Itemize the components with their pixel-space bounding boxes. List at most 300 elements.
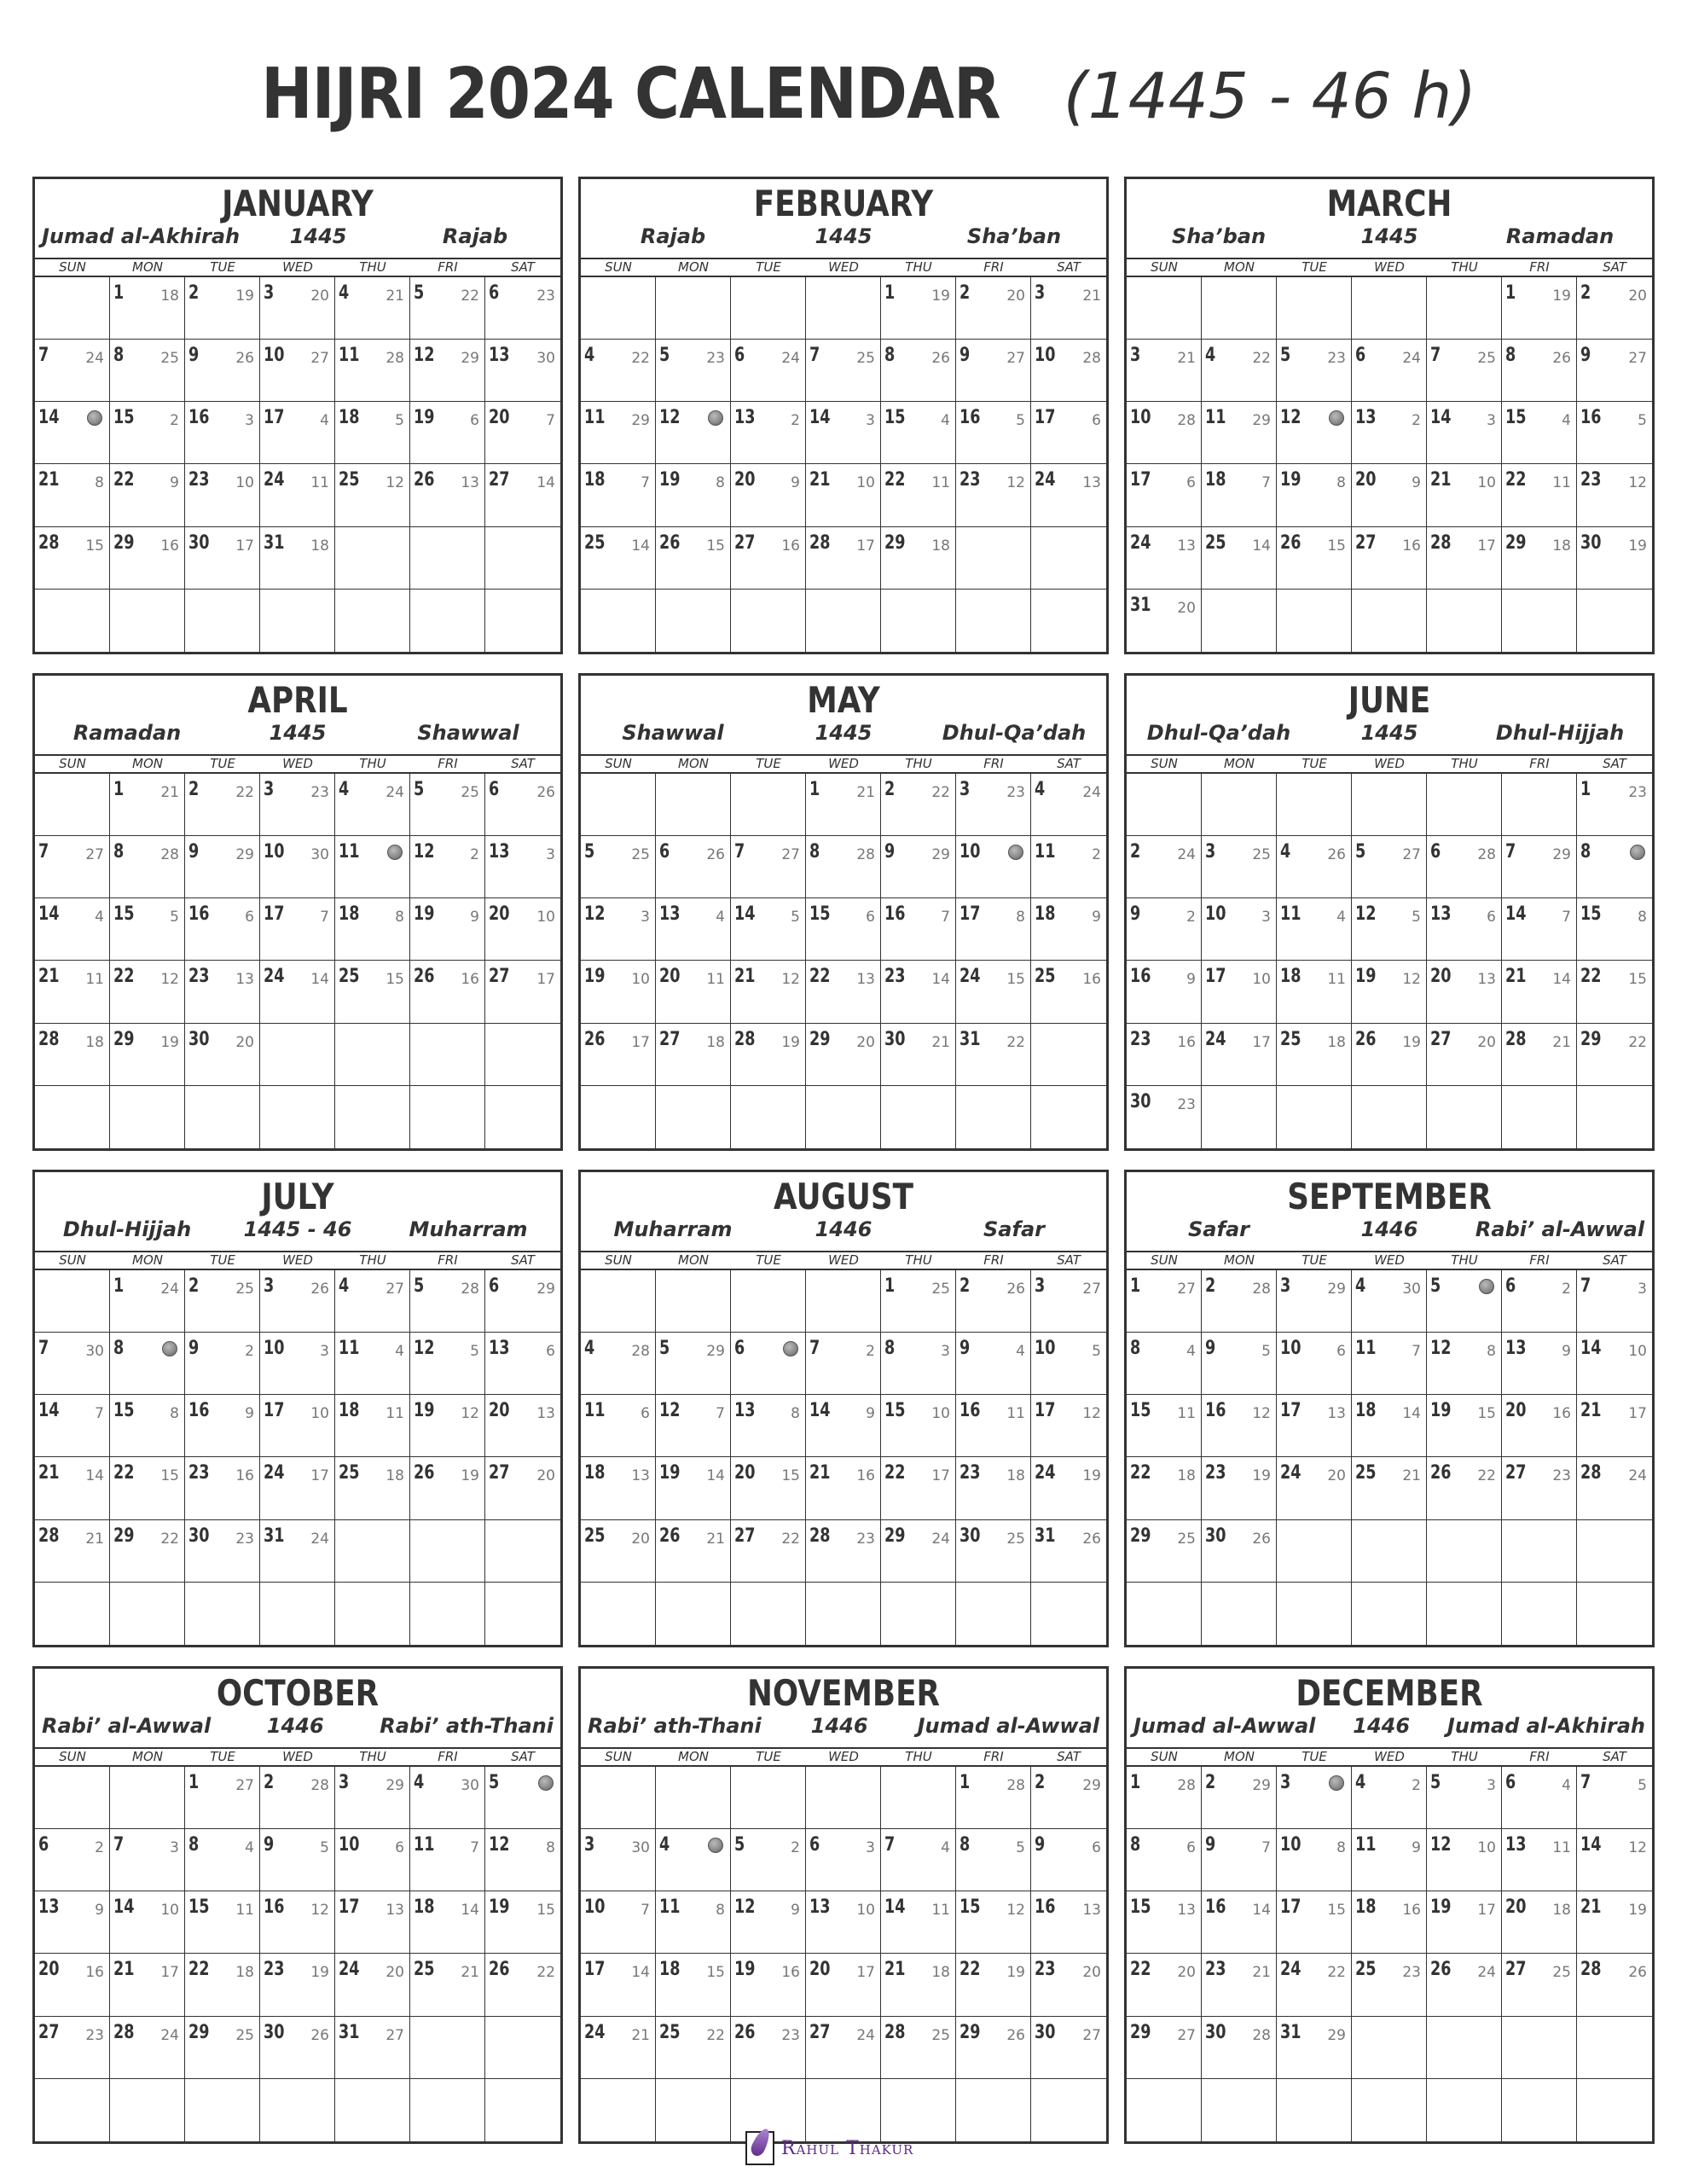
gregorian-day: 6	[1430, 841, 1441, 863]
hijri-day: 22	[461, 288, 479, 305]
hijri-day: 18	[235, 1964, 254, 1982]
gregorian-day: 10	[264, 345, 285, 367]
weekday-label: WED	[828, 756, 859, 771]
gregorian-day: 16	[884, 903, 906, 926]
day-cell	[1277, 1024, 1352, 1086]
day-cell	[1577, 1395, 1652, 1457]
day-cell	[260, 774, 335, 836]
day-grid	[581, 774, 1106, 1148]
day-cell	[1352, 402, 1427, 464]
gregorian-day: 25	[339, 1462, 360, 1484]
day-cell	[1577, 898, 1652, 961]
gregorian-day: 13	[489, 1338, 510, 1360]
day-cell	[881, 961, 956, 1023]
hijri-day: 24	[386, 784, 404, 801]
gregorian-day: 13	[38, 1896, 60, 1919]
hijri-day: 29	[1327, 1281, 1346, 1298]
hijri-day: 26	[1006, 2026, 1025, 2044]
gregorian-day: 13	[1355, 407, 1377, 429]
gregorian-day: 23	[188, 1462, 210, 1484]
day-cell	[881, 1086, 956, 1148]
day-cell	[1577, 1457, 1652, 1519]
day-cell	[410, 1829, 485, 1891]
gregorian-day: 23	[1205, 1462, 1226, 1484]
day-cell	[1427, 1583, 1502, 1645]
gregorian-day: 15	[113, 903, 135, 926]
day-cell	[1202, 1333, 1277, 1395]
gregorian-day: 6	[659, 841, 670, 863]
day-cell	[485, 1270, 560, 1333]
hijri-day: 7	[641, 474, 650, 492]
day-cell	[656, 1086, 731, 1148]
day-cell	[110, 836, 185, 898]
hijri-day: 14	[1252, 1902, 1271, 1920]
hijri-day: 8	[395, 909, 404, 926]
hijri-day: 21	[1402, 1467, 1421, 1485]
hijri-day: 12	[310, 1902, 329, 1920]
hijri-end-month: Rabi’ ath-Thani	[380, 1714, 554, 1738]
gregorian-day: 21	[38, 966, 60, 988]
day-cell	[1031, 277, 1106, 340]
hijri-day: 5	[1016, 412, 1025, 430]
day-cell	[1202, 1767, 1277, 1829]
hijri-day: 29	[536, 1281, 555, 1298]
weekday-label: FRI	[1529, 756, 1550, 771]
gregorian-day: 4	[584, 345, 595, 367]
day-cell	[881, 527, 956, 590]
day-cell	[731, 1024, 806, 1086]
gregorian-day: 31	[1130, 594, 1151, 616]
hijri-day: 7	[1412, 1343, 1421, 1361]
hijri-day: 6	[1092, 412, 1101, 430]
day-cell	[1502, 1954, 1577, 2016]
hijri-day: 12	[386, 474, 404, 492]
brand-name: Rahul Thakur	[781, 2137, 914, 2159]
hijri-start-month: Jumad al-Awwal	[1133, 1714, 1316, 1738]
day-cell	[35, 1457, 110, 1519]
hijri-day: 5	[1016, 1839, 1025, 1857]
hijri-day: 11	[1552, 474, 1571, 492]
gregorian-day: 21	[884, 1959, 906, 1981]
hijri-month-range	[588, 224, 1099, 249]
hijri-day: 23	[536, 288, 555, 305]
gregorian-day: 3	[1035, 282, 1046, 304]
day-cell	[1031, 340, 1106, 402]
gregorian-day: 5	[414, 282, 425, 304]
hijri-day: 15	[386, 971, 404, 989]
hijri-day: 9	[1412, 474, 1421, 492]
hijri-day: 25	[1552, 1964, 1571, 1982]
month-panel-july	[32, 1170, 563, 1647]
day-cell	[656, 1829, 731, 1891]
gregorian-day: 23	[1130, 1028, 1151, 1050]
day-cell	[1127, 340, 1202, 402]
hijri-day: 28	[1477, 846, 1496, 864]
gregorian-day: 14	[809, 1400, 831, 1422]
gregorian-day: 18	[1355, 1400, 1377, 1422]
day-cell	[35, 2079, 110, 2141]
hijri-day: 30	[536, 350, 555, 368]
hijri-day: 7	[941, 909, 950, 926]
weekday-label: TUE	[210, 756, 235, 771]
day-cell	[35, 464, 110, 526]
gregorian-day: 11	[1035, 841, 1056, 863]
hijri-day: 16	[1552, 1405, 1571, 1423]
day-cell	[956, 1583, 1031, 1645]
hijri-end-month: Safar	[983, 1217, 1045, 1241]
weekday-header	[1127, 258, 1652, 277]
hijri-day: 18	[160, 288, 179, 305]
gregorian-day: 18	[1035, 903, 1056, 926]
weekday-label: SUN	[1151, 1252, 1178, 1268]
day-cell	[1427, 898, 1502, 961]
day-grid	[581, 1767, 1106, 2141]
weekday-label: THU	[1451, 1252, 1478, 1268]
hijri-day: 18	[1177, 1467, 1196, 1485]
feather-logo-icon	[745, 2131, 774, 2165]
gregorian-day: 15	[1130, 1896, 1151, 1919]
gregorian-day: 13	[1505, 1834, 1527, 1856]
weekday-header	[35, 258, 560, 277]
day-cell	[581, 2017, 656, 2079]
hijri-day: 26	[1006, 1281, 1025, 1298]
gregorian-day: 27	[734, 1525, 756, 1547]
hijri-day: 25	[1477, 350, 1496, 368]
day-cell	[35, 1954, 110, 2016]
hijri-day: 3	[1261, 909, 1271, 926]
hijri-day: 5	[1261, 1343, 1271, 1361]
gregorian-day: 11	[339, 1338, 360, 1360]
day-cell	[1352, 1395, 1427, 1457]
month-panel-april	[32, 673, 563, 1151]
gregorian-day: 3	[264, 1275, 275, 1297]
day-cell	[410, 1520, 485, 1583]
gregorian-day: 8	[809, 841, 820, 863]
day-cell	[1427, 1457, 1502, 1519]
day-cell	[806, 1086, 881, 1148]
day-cell	[656, 590, 731, 652]
day-cell	[35, 1086, 110, 1148]
hijri-day: 13	[461, 474, 479, 492]
day-cell	[806, 1333, 881, 1395]
day-cell	[335, 590, 410, 652]
day-cell	[731, 898, 806, 961]
gregorian-day: 29	[1580, 1028, 1602, 1050]
gregorian-day: 8	[113, 345, 125, 367]
day-cell	[335, 527, 410, 590]
day-cell	[185, 527, 260, 590]
hijri-month-range	[42, 720, 554, 746]
hijri-day: 19	[1252, 1467, 1271, 1485]
day-cell	[1031, 1767, 1106, 1829]
gregorian-day: 27	[489, 966, 510, 988]
hijri-start-month: Jumad al-Akhirah	[42, 224, 241, 248]
day-cell	[35, 1270, 110, 1333]
hijri-day: 27	[1177, 1281, 1196, 1298]
hijri-end-month: Rabi’ al-Awwal	[1475, 1217, 1645, 1241]
day-cell	[410, 1891, 485, 1954]
day-cell	[1352, 1457, 1427, 1519]
hijri-day: 20	[1327, 1467, 1346, 1485]
day-cell	[581, 961, 656, 1023]
day-cell	[1127, 1457, 1202, 1519]
day-cell	[731, 590, 806, 652]
gregorian-day: 19	[414, 903, 435, 926]
hijri-end-month: Ramadan	[1505, 224, 1615, 248]
hijri-day: 21	[631, 2026, 650, 2044]
hijri-day: 19	[1082, 1467, 1101, 1485]
hijri-day: 20	[1177, 599, 1196, 617]
gregorian-day: 23	[884, 966, 906, 988]
hijri-day: 16	[461, 971, 479, 989]
weekday-label: SUN	[1151, 1749, 1178, 1764]
hijri-day: 9	[866, 1405, 875, 1423]
day-cell	[1502, 1457, 1577, 1519]
gregorian-day: 27	[809, 2021, 831, 2043]
day-cell	[185, 464, 260, 526]
day-cell	[1502, 1520, 1577, 1583]
hijri-day: 3	[546, 846, 555, 864]
hijri-day: 8	[1016, 909, 1025, 926]
hijri-day: 9	[1092, 909, 1101, 926]
day-cell	[185, 1767, 260, 1829]
gregorian-day: 22	[1130, 1462, 1151, 1484]
day-cell	[1202, 1583, 1277, 1645]
day-cell	[185, 1270, 260, 1333]
day-cell	[35, 898, 110, 961]
hijri-day: 11	[310, 474, 329, 492]
day-cell	[881, 1024, 956, 1086]
weekday-label: THU	[359, 1749, 386, 1764]
hijri-day: 13	[856, 971, 875, 989]
day-cell	[1277, 277, 1352, 340]
day-cell	[1352, 277, 1427, 340]
hijri-day: 9	[1562, 1343, 1571, 1361]
hijri-day: 27	[1177, 2026, 1196, 2044]
day-cell	[1127, 527, 1202, 590]
gregorian-day: 14	[1505, 903, 1527, 926]
day-cell	[410, 836, 485, 898]
hijri-day: 17	[1252, 1033, 1271, 1051]
day-cell	[1427, 1024, 1502, 1086]
hijri-day: 16	[85, 1964, 104, 1982]
hijri-day: 14	[631, 537, 650, 555]
hijri-day: 20	[1628, 288, 1647, 305]
day-cell	[1502, 1270, 1577, 1333]
day-cell	[881, 1767, 956, 1829]
day-cell	[260, 1767, 335, 1829]
gregorian-day: 7	[1580, 1275, 1591, 1297]
gregorian-day: 29	[1130, 2021, 1151, 2043]
gregorian-day: 28	[38, 1525, 60, 1547]
day-cell	[806, 527, 881, 590]
day-cell	[956, 1333, 1031, 1395]
gregorian-day: 21	[734, 966, 756, 988]
hijri-day: 2	[170, 412, 179, 430]
day-cell	[656, 1767, 731, 1829]
day-cell	[1352, 1086, 1427, 1148]
gregorian-day: 4	[1355, 1772, 1366, 1793]
day-cell	[1502, 402, 1577, 464]
hijri-day: 22	[235, 784, 254, 801]
gregorian-day: 3	[1205, 841, 1216, 863]
gregorian-day: 2	[264, 1772, 275, 1793]
day-cell	[1577, 1024, 1652, 1086]
hijri-day: 18	[931, 537, 950, 555]
day-cell	[881, 1457, 956, 1519]
gregorian-day: 15	[809, 903, 831, 926]
hijri-day: 14	[631, 1964, 650, 1982]
day-cell	[656, 898, 731, 961]
day-cell	[485, 1520, 560, 1583]
day-cell	[581, 402, 656, 464]
day-cell	[581, 1457, 656, 1519]
day-cell	[581, 1395, 656, 1457]
gregorian-day: 7	[884, 1834, 896, 1856]
gregorian-day: 19	[1355, 966, 1377, 988]
weekday-label: WED	[1374, 1252, 1405, 1268]
day-cell	[806, 402, 881, 464]
hijri-day: 19	[1006, 1964, 1025, 1982]
gregorian-day: 7	[38, 345, 49, 367]
hijri-day: 21	[85, 1530, 104, 1548]
hijri-day: 24	[1177, 846, 1196, 864]
gregorian-day: 29	[809, 1028, 831, 1050]
gregorian-day: 2	[1035, 1772, 1046, 1793]
hijri-day: 26	[310, 2026, 329, 2044]
hijri-day: 16	[781, 1964, 800, 1982]
gregorian-day: 10	[584, 1896, 606, 1919]
gregorian-day: 18	[1280, 966, 1301, 988]
hijri-day: 4	[1186, 1343, 1196, 1361]
gregorian-day: 18	[1205, 469, 1226, 491]
day-cell	[1427, 340, 1502, 402]
hijri-day: 20	[536, 1467, 555, 1485]
gregorian-day: 20	[1355, 469, 1377, 491]
day-cell	[1127, 1767, 1202, 1829]
day-cell	[260, 898, 335, 961]
day-cell	[656, 1954, 731, 2016]
hijri-day: 22	[1252, 350, 1271, 368]
hijri-day: 12	[1402, 971, 1421, 989]
day-cell	[881, 1829, 956, 1891]
hijri-day: 10	[856, 474, 875, 492]
day-cell	[1427, 1891, 1502, 1954]
gregorian-day: 29	[884, 531, 906, 554]
hijri-day: 27	[386, 1281, 404, 1298]
gregorian-day: 7	[734, 841, 745, 863]
hijri-day: 19	[1552, 288, 1571, 305]
day-cell	[185, 1954, 260, 2016]
hijri-day: 22	[781, 1530, 800, 1548]
gregorian-day: 1	[1580, 779, 1591, 800]
day-cell	[110, 277, 185, 340]
day-cell	[581, 1520, 656, 1583]
day-cell	[335, 1829, 410, 1891]
gregorian-day: 10	[1205, 903, 1226, 926]
day-cell	[1577, 1767, 1652, 1829]
hijri-day: 15	[781, 1467, 800, 1485]
day-cell	[731, 961, 806, 1023]
day-cell	[1277, 2079, 1352, 2141]
day-cell	[485, 1891, 560, 1954]
day-cell	[806, 898, 881, 961]
hijri-day: 27	[235, 1777, 254, 1794]
day-cell	[806, 1395, 881, 1457]
gregorian-day: 25	[339, 469, 360, 491]
day-cell	[335, 277, 410, 340]
hijri-day: 19	[1402, 1033, 1421, 1051]
hijri-day: 4	[941, 1839, 950, 1857]
day-cell	[1277, 898, 1352, 961]
hijri-day: 3	[245, 412, 254, 430]
day-cell	[1277, 1457, 1352, 1519]
hijri-day: 28	[631, 1343, 650, 1361]
day-cell	[485, 2017, 560, 2079]
day-cell	[410, 527, 485, 590]
hijri-day: 29	[386, 1777, 404, 1794]
gregorian-day: 27	[659, 1028, 681, 1050]
hijri-day: 6	[1336, 1343, 1346, 1361]
day-cell	[260, 2079, 335, 2141]
day-cell	[1031, 590, 1106, 652]
day-cell	[956, 1954, 1031, 2016]
gregorian-day: 10	[959, 841, 981, 863]
hijri-day: 20	[310, 288, 329, 305]
hijri-day: 3	[1487, 1777, 1496, 1794]
day-cell	[1031, 1270, 1106, 1333]
day-cell	[656, 961, 731, 1023]
gregorian-day: 9	[1130, 903, 1141, 926]
day-cell	[110, 1270, 185, 1333]
gregorian-day: 1	[113, 282, 125, 304]
day-cell	[581, 1086, 656, 1148]
day-cell	[335, 1520, 410, 1583]
hijri-day: 22	[1477, 1467, 1496, 1485]
hijri-end-month: Jumad al-Akhirah	[1446, 1714, 1645, 1738]
gregorian-day: 24	[1130, 531, 1151, 554]
hijri-month-range	[42, 1217, 554, 1242]
day-cell	[731, 527, 806, 590]
hijri-end-month: Shawwal	[417, 721, 519, 745]
hijri-day: 2	[1092, 846, 1101, 864]
day-cell	[1352, 2017, 1427, 2079]
hijri-day: 11	[85, 971, 104, 989]
day-cell	[110, 898, 185, 961]
day-cell	[956, 1520, 1031, 1583]
hijri-day: 27	[1006, 350, 1025, 368]
hijri-day: 19	[235, 288, 254, 305]
day-cell	[260, 1333, 335, 1395]
day-cell	[1427, 1086, 1502, 1148]
hijri-day: 18	[1552, 1902, 1571, 1920]
day-cell	[656, 1520, 731, 1583]
weekday-label: SUN	[59, 1749, 86, 1764]
gregorian-day: 19	[1430, 1400, 1452, 1422]
day-cell	[1127, 2079, 1202, 2141]
day-cell	[1502, 527, 1577, 590]
gregorian-day: 6	[809, 1834, 820, 1856]
gregorian-day: 19	[1280, 469, 1301, 491]
day-cell	[1202, 1954, 1277, 2016]
hijri-day: 21	[856, 784, 875, 801]
day-cell	[656, 1270, 731, 1333]
day-cell	[1277, 1829, 1352, 1891]
gregorian-day: 10	[1130, 407, 1151, 429]
day-cell	[581, 277, 656, 340]
hijri-day: 11	[931, 474, 950, 492]
gregorian-day: 29	[113, 1028, 135, 1050]
